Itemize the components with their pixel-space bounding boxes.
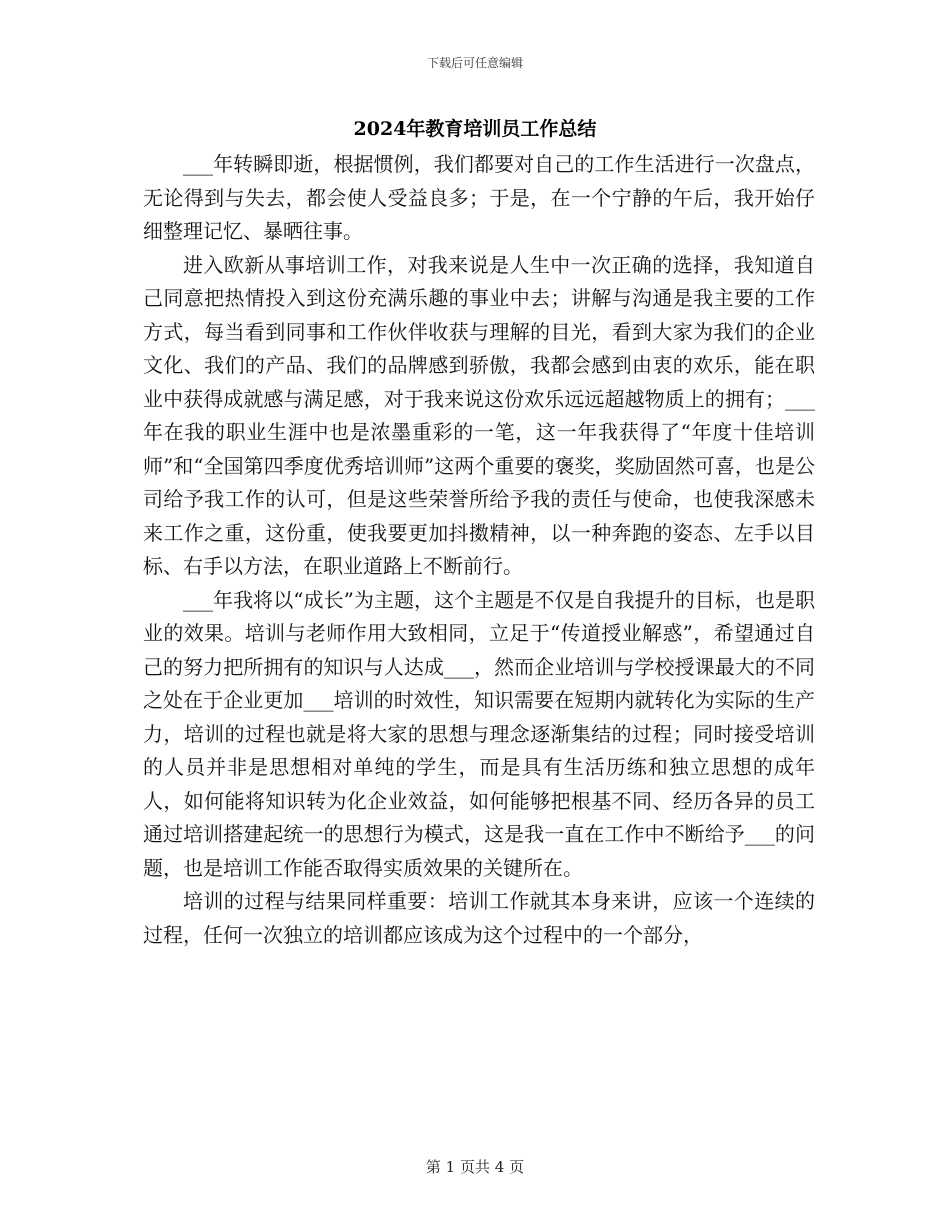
paragraph-2: 进入欧新从事培训工作，对我来说是人生中一次正确的选择，我知道自己同意把热情投入到这份充满乐趣的事业中去；讲解与沟通是我主要的工作方式，每当看到同事和工作伙伴收获与理解的目光，看到大家为我们的企业文化、我们的产品、我们的品牌感到骄傲，我都会感到由衷的欢乐，能在职业中获得成就感与满足感，对于我来说这份欢乐远远超越物质上的拥有；___年在我的职业生涯中也是浓墨重彩的一笔，这一年我获得了“年度十佳培训师”和“全国第四季度优秀培训师”这两个重要的褒奖，奖励固然可喜，也是公司给予我工作的认可，但是这些荣誉所给予我的责任与使命，也使我深感未来工作之重，这份重，使我要更加抖擞精神，以一种奔跑的姿态、左手以目标、右手以方法，在职业道路上不断前行。 bbox=[143, 252, 815, 578]
document-title: 2024年教育培训员工作总结 bbox=[353, 118, 597, 140]
paragraph-4: 培训的过程与结果同样重要：培训工作就其本身来讲，应该一个连续的过程，任何一次独立的培训都应该成为这个过程中的一个部分， bbox=[143, 889, 815, 947]
paragraph-1: ___年转瞬即逝，根据惯例，我们都要对自己的工作生活进行一次盘点，无论得到与失去，都会使人受益良多；于是，在一个宁静的午后，我开始仔细整理记忆、暴晒往事。 bbox=[143, 152, 815, 243]
paragraph-3: ___年我将以“成长”为主题，这个主题是不仅是自我提升的目标，也是职业的效果。培训与老师作用大致相同，立足于“传道授业解惑”，希望通过自己的努力把所拥有的知识与人达成___，然而企业培训与学校授课最大的不同之处在于企业更加___培训的时效性，知识需要在短期内就转化为实际的生产力，培训的过程也就是将大家的思想与理念逐渐集结的过程；同时接受培训的人员并非是思想相对单纯的学生，而是具有生活历练和独立思想的成年人，如何能将知识转为化企业效益，如何能够把根基不同、经历各异的员工通过培训搭建起统一的思想行为模式，这是我一直在工作中不断给予___的问题，也是培训工作能否取得实质效果的关键所在。 bbox=[143, 587, 815, 880]
document-body bbox=[143, 148, 815, 952]
header-note: 下载后可任意编辑 bbox=[426, 56, 523, 70]
page-indicator: 第 1 页共 4 页 bbox=[425, 1158, 525, 1176]
